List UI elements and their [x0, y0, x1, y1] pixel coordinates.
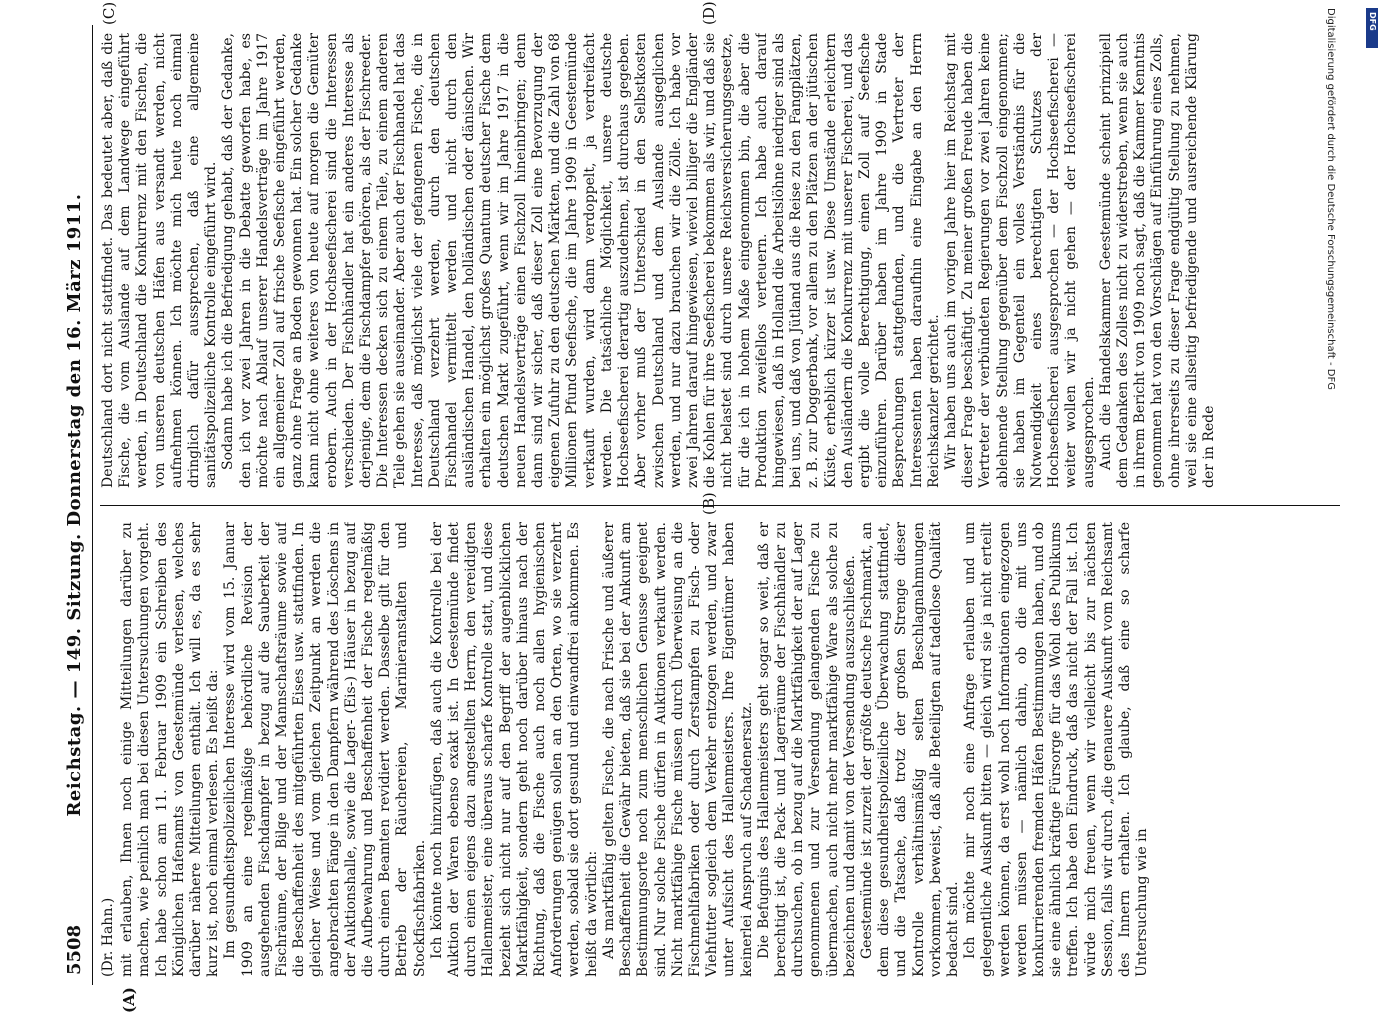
paragraph: mit erlauben, Ihnen noch einige Mitteilungen darüber zu machen, wie peinlich man bei diesen Untersuchungen vorgeht. Ich habe schon am 11. Februar 1909 ein Schreiben des Königlichen Hafenamts von Geestemünde verlesen, welches darüber nähere Mitteilungen enthält. Ich will es, da es sehr kurz ist, noch einmal verlesen. Es heißt da: [119, 522, 222, 977]
digitization-note-text: Digitalisierung gefördert durch die Deutsche Forschungsgemeinschaft - DFG [1325, 8, 1336, 391]
page-header [60, 25, 90, 985]
left-column [100, 522, 1340, 977]
speaker-heading: (Dr. Hahn.) [100, 897, 116, 977]
rotated-page [60, 1, 1360, 1013]
paragraph: Wir haben uns auch im vorigen Jahre hier im Reichstag mit dieser Frage beschäftigt. Zu meiner großen Freude haben die Vertreter der verbündeten Regierungen vor zwei Jahren keine ablehnende Stellung gegenüber dem Fischzoll eingenommen; sie haben im Gegenteil ein volles Verständnis für die Notwendigkeit eines berechtigten Schutzes der Hochseefischerei ausgesprochen — der Hochseefischerei — weiter wollen wir ja nicht gehen — der Hochseefischerei ausgesprochen. [942, 33, 1097, 488]
digitization-note [1318, 8, 1340, 768]
page-number: 5508 [64, 924, 85, 975]
paragraph: Auch die Handelskammer Geestemünde scheint prinzipiell dem Gedanken des Zolles nicht zu widerstreben, wenn sie auch in ihrem Bericht von 1909 noch sagt, daß die Kammer Kenntnis genommen hat von den Vorschlägen auf Einführung eines Zolls, ohne ihrerseits zu dieser Frage endgültig Stellung zu nehmen, weil sie eine allseitig befriedigende und ausreichende Klärung der in Rede [1097, 33, 1217, 488]
running-title: Reichstag. — 149. Sitzung. Donnerstag den 16. März 1911. [64, 193, 85, 817]
paragraph: Die Befugnis des Hallenmeisters geht sogar so weit, daß er berechtigt ist, die Pack- und Lagerräume der Fischhändler zu durchsuchen, ob in bezug auf die Marktfähigkeit der auf Lager genommenen und zur Versendung gelangenden Fische zu übermachen, auch nicht mehr marktfähige Ware als solche zu bezeichnen und damit von der Versendung auszuschließen. [755, 522, 858, 977]
paragraph: Ich könnte noch hinzufügen, daß auch die Kontrolle bei der Auktion der Waren ebenso exakt ist. In Geestemünde findet durch einen eigens dazu angestellten Herrn, den vereidigten Hallenmeister, eine überaus scharfe Kontrolle statt, und diese bezieht sich nicht nur auf den Begriff der augenblicklichen Marktfähigkeit, sondern geht noch darüber hinaus nach der Richtung, daß die Fische auch noch allen hygienischen Anforderungen genügen sollen an den Orten, wo sie verzehrt werden, sobald sie dort gesund und einwandfrei ankommen. Es heißt da wörtlich: [428, 522, 600, 977]
paragraph: Ich möchte mir noch eine Anfrage erlauben und um gelegentliche Auskunft bitten — gleich wird sie ja nicht erteilt werden können, da erst wohl noch Informationen eingezogen werden müssen — nämlich dahin, ob die mit uns konkurrierenden fremden Häfen Bestimmungen haben, und ob sie eine ähnlich kräftige Fürsorge für das Wohl des Publikums treffen. Ich habe den Eindruck, daß das nicht der Fall ist. Ich würde mich freuen, wenn wir vielleicht bis zur nächsten Session, falls wir durch „die genauere Auskunft vom Reichsamt des Innern erhalten. Ich glaube, daß eine so scharfe Untersuchung wie in [962, 522, 1151, 977]
header-rule [92, 25, 93, 985]
column-divider [100, 505, 1340, 506]
paragraph: Als marktfähig gelten Fische, die nach Frische und äußerer Beschaffenheit die Gewähr bieten, daß sie bei der Ankunft am Bestimmungsorte noch zum menschlichen Genusse geeignet sind. Nur solche Fische dürfen in Auktionen verkauft werden. Nicht marktfähige Fische müssen durch Überweisung an die Fischmehlfabriken oder durch Zerstampfen zu Fisch- oder Viehfutter sogleich dem Verkehr entzogen werden, und zwar unter Aufsicht des Hallenmeisters. Ihre Eigentümer haben keinerlei Anspruch auf Schadenersatz. [600, 522, 755, 977]
paragraph: Deutschland dort nicht stattfindet. Das bedeutet aber, daß die Fische, die vom Auslande auf dem Landwege eingeführt werden, in Deutschland die Konkurrenz mit den Fischen, die von unseren deutschen Häfen aus versandt werden, nicht aufnehmen können. Ich möchte mich heute noch einmal dringlich dafür aussprechen, daß eine allgemeine sanitätspolizeiliche Kontrolle eingeführt wird. [100, 33, 220, 488]
paragraph: Im gesundheitspolizeilichen Interesse wird vom 15. Januar 1909 an eine regelmäßige behördliche Revision der ausgehenden Fischdampfer in bezug auf die Sauberkeit der Fischräume, der Bilge und der Mannschaftsräume sowie auf die Beschaffenheit des mitgeführten Eises usw. stattfinden. In gleicher Weise und vom gleichen Zeitpunkt an werden die angebrachten Fänge in den Dampfern während des Löschens in der Auktionshalle, sowie die Lager- (Eis-) Häuser in bezug auf die Aufbewahrung und Beschaffenheit der Fische regelmäßig durch einen Beamten revidiert werden. Dasselbe gilt für den Betrieb der Räuchereien, Marinieranstalten und Stockfischfabriken. [222, 522, 428, 977]
right-column [100, 33, 1340, 488]
paragraph: Sodann habe ich die Befriedigung gehabt, daß der Gedanke, den ich vor zwei Jahren in die Debatte geworfen habe, es möchte nach Ablauf unserer Handelsverträge im Jahre 1917 ein allgemeiner Zoll auf frische Seefische eingeführt werden, ganz ohne Frage an Boden gewonnen hat. Ein solcher Gedanke kann nicht ohne weiteres von heute auf morgen die Gemüter erobern. Auch in der Hochseefischerei sind die Interessen verschieden. Der Fischhändler hat ein anderes Interesse als derjenige, dem die Fischdampfer gehören, als der Fischreeder. Die Interessen decken sich zu einem Teile, zu einem anderen Teile gehen sie auseinander. Aber auch der Fischhandel hat das Interesse, daß möglichst viele der gefangenen Fische, die in Deutschland verzehrt werden, durch den deutschen Fischhandel vermittelt werden und nicht durch den ausländischen Handel, den holländischen oder dänischen. Wir erhalten ein möglichst großes Quantum deutscher Fische dem deutschen Markt zugeführt, wenn wir im Jahre 1917 in die neuen Handelsverträge einen Fischzoll hineinbringen; denn dann sind wir sicher, daß dieser Zoll eine Bevorzugung der eigenen Zufuhr zu den deutschen Märkten, und die Zahl von 68 Millionen Pfund Seefische, die im Jahre 1909 in Geestemünde verkauft wurden, wird dann verdoppelt, ja verdreifacht werden. Die tatsächliche Möglichkeit, unsere deutsche Hochseefischerei derartig auszudehnen, ist durchaus gegeben. Aber vorher muß der Unterschied in den Selbstkosten zwischen Deutschland und dem Auslande ausgeglichen werden, und nur dazu brauchen wir die Zölle. Ich habe vor zwei Jahren darauf hingewiesen, wieviel billiger die Engländer die Kohlen für ihre Seefischerei bekommen als wir, und daß sie nicht belastet sind durch unsere Reichsversicherungsgesetze, für die ich in hohem Maße eingenommen bin, die aber die Produktion zweifellos verteuern. Ich habe auch darauf hingewiesen, daß in Holland die Arbeitslöhne niedriger sind als bei uns, und daß von Jütland aus die Reise zu den Fangplätzen, z. B. zur Doggerbank, vor allem zu den Plätzen an der jütischen Küste, erheblich kürzer ist usw. Diese Umstände erleichtern den Ausländern die Konkurrenz mit unserer Fischerei, und das ergibt die volle Berechtigung, einen Zoll auf Seefische einzuführen. Darüber haben im Jahre 1909 in Stade Besprechungen stattgefunden, und die Vertreter der Interessenten haben daraufhin eine Eingabe an den Herrn Reichskanzler gerichtet. [220, 33, 942, 488]
margin-mark-a: (A) [120, 987, 138, 1013]
margin-mark-b: (B) [700, 492, 718, 515]
dfg-logo [1366, 8, 1378, 48]
margin-mark-c: (C) [100, 1, 118, 25]
margin-mark-d: (D) [700, 1, 718, 25]
dfg-logo-text: DFG [1368, 12, 1377, 31]
paragraph: Geestemünde ist zurzeit der größte deutsche Fischmarkt, an dem diese gesundheitspolizeiliche Überwachung stattfindet, und die Tatsache, daß trotz der großen Strenge dieser Kontrolle verhältnismäßig selten Beschlagnahmungen vorkommen, beweist, daß alle Beteiligten auf tadellose Qualität bedacht sind. [858, 522, 961, 977]
